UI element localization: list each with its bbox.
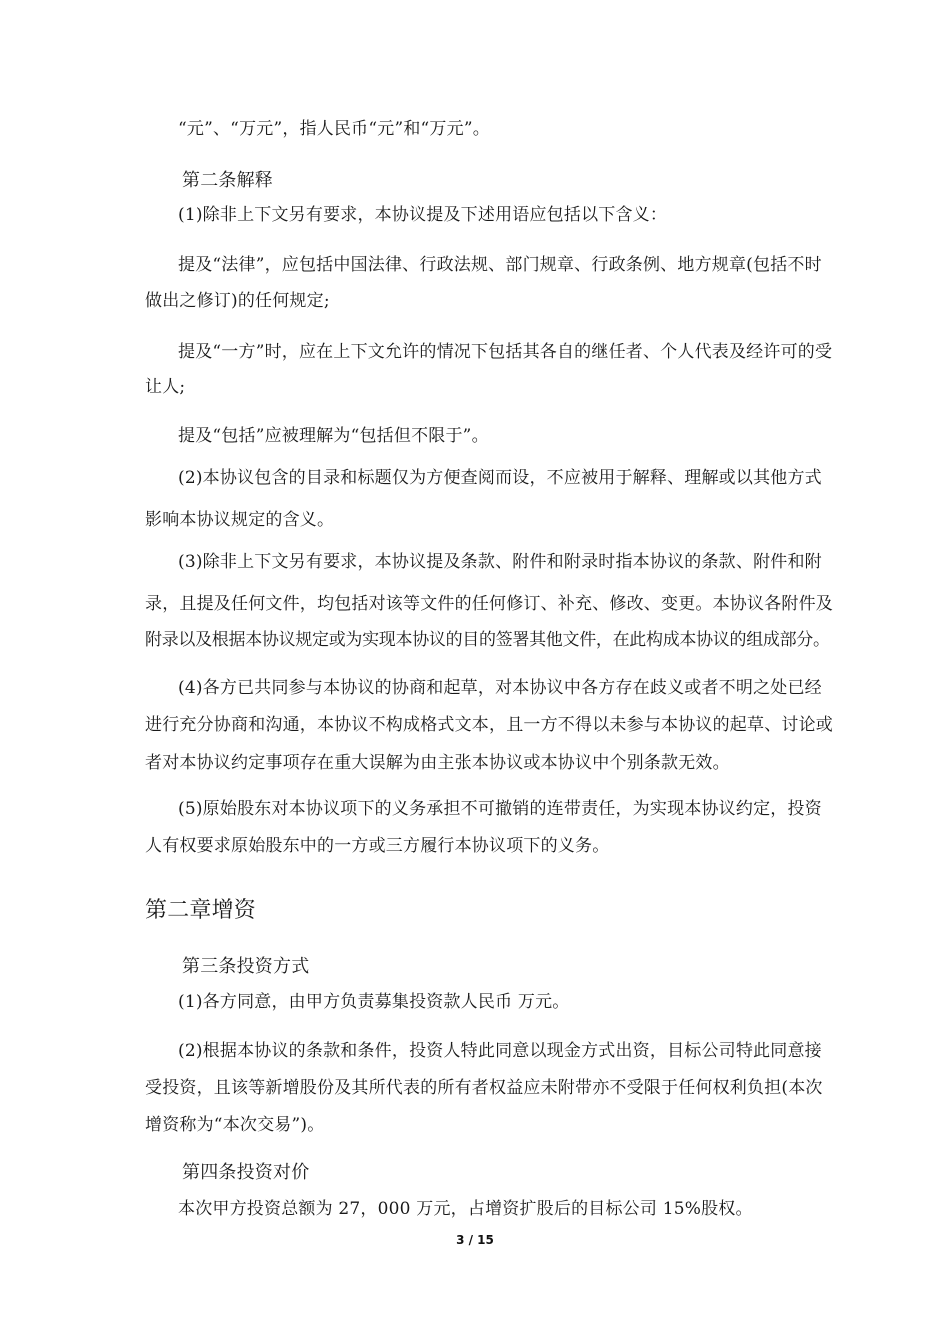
paragraph-line: 提及“法律”，应包括中国法律、行政法规、部门规章、行政条例、地方规章(包括不时 [178, 255, 822, 275]
page-number: 3 / 15 [456, 1233, 494, 1247]
paragraph-line: 影响本协议规定的含义。 [145, 510, 335, 530]
definition-currency: “元”、“万元”，指人民币“元”和“万元”。 [178, 119, 490, 139]
paragraph-line: 本次甲方投资总额为 27，000 万元，占增资扩股后的目标公司 15%股权。 [178, 1199, 753, 1219]
paragraph-line: 录，且提及任何文件，均包括对该等文件的任何修订、补充、修改、变更。本协议各附件及 [145, 594, 833, 614]
paragraph-line: (2)本协议包含的目录和标题仅为方便查阅而设，不应被用于解释、理解或以其他方式 [178, 468, 822, 488]
paragraph-line: (3)除非上下文另有要求，本协议提及条款、附件和附录时指本协议的条款、附件和附 [178, 552, 822, 572]
paragraph-line: (1)除非上下文另有要求，本协议提及下述用语应包括以下含义： [178, 205, 668, 225]
paragraph-line: 提及“包括”应被理解为“包括但不限于”。 [178, 426, 489, 446]
paragraph-line: (1)各方同意，由甲方负责募集投资款人民币 万元。 [178, 992, 570, 1012]
paragraph-line: 附录以及根据本协议规定或为实现本协议的目的签署其他文件，在此构成本协议的组成部分。 [145, 630, 830, 650]
paragraph-line: (4)各方已共同参与本协议的协商和起草，对本协议中各方存在歧义或者不明之处已经 [178, 678, 822, 698]
paragraph-line: (5)原始股东对本协议项下的义务承担不可撤销的连带责任，为实现本协议约定，投资 [178, 799, 822, 819]
paragraph-line: 增资称为“本次交易”)。 [145, 1115, 325, 1135]
paragraph-line: 者对本协议约定事项存在重大误解为由主张本协议或本协议中个别条款无效。 [145, 753, 730, 773]
paragraph-line: (2)根据本协议的条款和条件，投资人特此同意以现金方式出资，目标公司特此同意接 [178, 1041, 822, 1061]
article-4-heading: 第四条投资对价 [182, 1162, 310, 1183]
chapter-2-heading: 第二章增资 [145, 898, 257, 923]
article-2-heading: 第二条解释 [182, 170, 273, 191]
paragraph-line: 让人; [145, 377, 186, 397]
paragraph-line: 受投资，且该等新增股份及其所代表的所有者权益应未附带亦不受限于任何权利负担(本次 [145, 1078, 823, 1098]
article-3-heading: 第三条投资方式 [182, 956, 310, 977]
paragraph-line: 人有权要求原始股东中的一方或三方履行本协议项下的义务。 [145, 836, 610, 856]
paragraph-line: 做出之修订)的任何规定; [145, 291, 330, 311]
paragraph-line: 提及“一方”时，应在上下文允许的情况下包括其各自的继任者、个人代表及经许可的受 [178, 342, 833, 362]
paragraph-line: 进行充分协商和沟通，本协议不构成格式文本，且一方不得以未参与本协议的起草、讨论或 [145, 715, 833, 735]
